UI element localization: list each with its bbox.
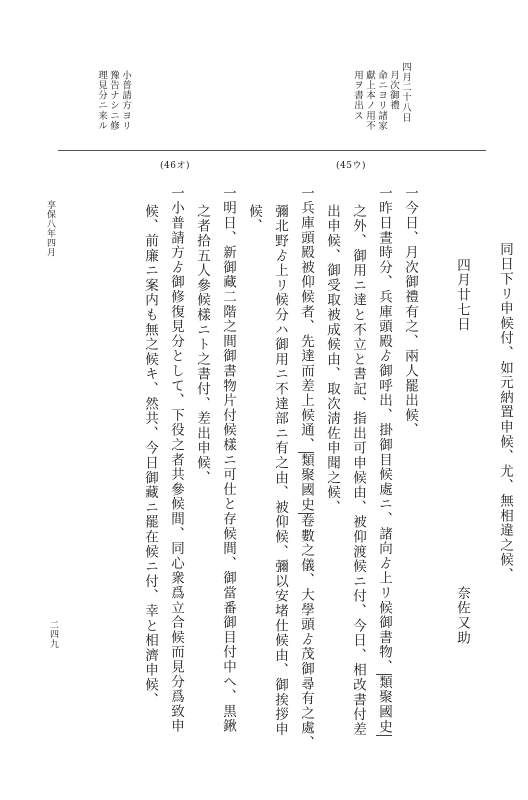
sheet-mark-right: (45ウ): [336, 161, 366, 171]
sheet-mark-left: (46オ): [160, 161, 190, 171]
body-column-10: 一明日、新御藏二階之間御書物片付候樣ニ可仕と存候間、御當番御目付中へ、黒鍬: [220, 186, 236, 734]
column-text: 一昨日晝時分、兵庫頭殿ゟ御呼出、掛御目候處ニ、諸向ゟ上リ候御書物、: [376, 186, 392, 675]
boxed-title: 類聚國史: [376, 675, 392, 735]
header-note-date: 四月二十八日: [400, 62, 411, 123]
page-number: 二四九: [48, 620, 58, 649]
signature: 奈佐又助: [454, 586, 470, 646]
header-note-line: 獻上本ノ用不: [364, 70, 375, 131]
body-column-7: [299, 186, 313, 750]
boxed-title: 類聚國史: [298, 453, 314, 513]
body-column-5: 之外、御用ニ達と不立と書記、指出可申候由、被仰渡候ニ付、今日、相改書付差: [350, 204, 366, 737]
header-note-line: 理見分ニ来ル: [96, 70, 107, 131]
body-column-12: 一小普請方ゟ御修復見分として、下役之者共參候間、同心衆爲立合候而見分爲致申: [168, 186, 184, 734]
header-note-line: 用ヲ書出ス: [352, 70, 363, 121]
header-note-line: 豫告ナシニ修: [108, 70, 119, 131]
header-rule: [58, 150, 486, 151]
body-column-8: 彌北野ゟ上リ候分ハ御用ニ不達部ニ有之由、被仰候、彌以安堵仕候由、御挨拶申: [272, 204, 288, 737]
header-note-line: 命ニヨリ諸家: [376, 70, 387, 131]
body-column-9: 候、: [246, 204, 262, 234]
header-note-line: 小普請方ヨリ: [120, 70, 131, 131]
header-note-line: 月次御禮: [388, 70, 399, 111]
body-column-6: 出申候、御受取被成候由、取次淸佐申聞之候、: [324, 204, 340, 515]
side-date: 享保八年四月: [45, 200, 55, 257]
body-column-4: [377, 186, 391, 736]
body-column-1: 同日下リ申候付、如元納置申候、尤、無相違之候、: [497, 242, 513, 583]
body-column-2: 四月廿七日: [454, 258, 470, 332]
column-text: 一兵庫頭殿被仰候者、先達而差上候通、: [298, 186, 314, 453]
body-column-11: 之者拾五人參候樣ニト之書付、差出申候、: [194, 204, 210, 486]
column-text: 卷數之儀、大學頭ゟ茂御尋有之處、: [298, 513, 314, 751]
body-column-3: 一今日、月次御禮有之、兩人罷出候、: [402, 186, 418, 438]
body-column-13: 候、前廉ニ案内も無之候キ、然共、今日御藏ニ罷在候ニ付、幸と相濟申候、: [142, 204, 158, 708]
